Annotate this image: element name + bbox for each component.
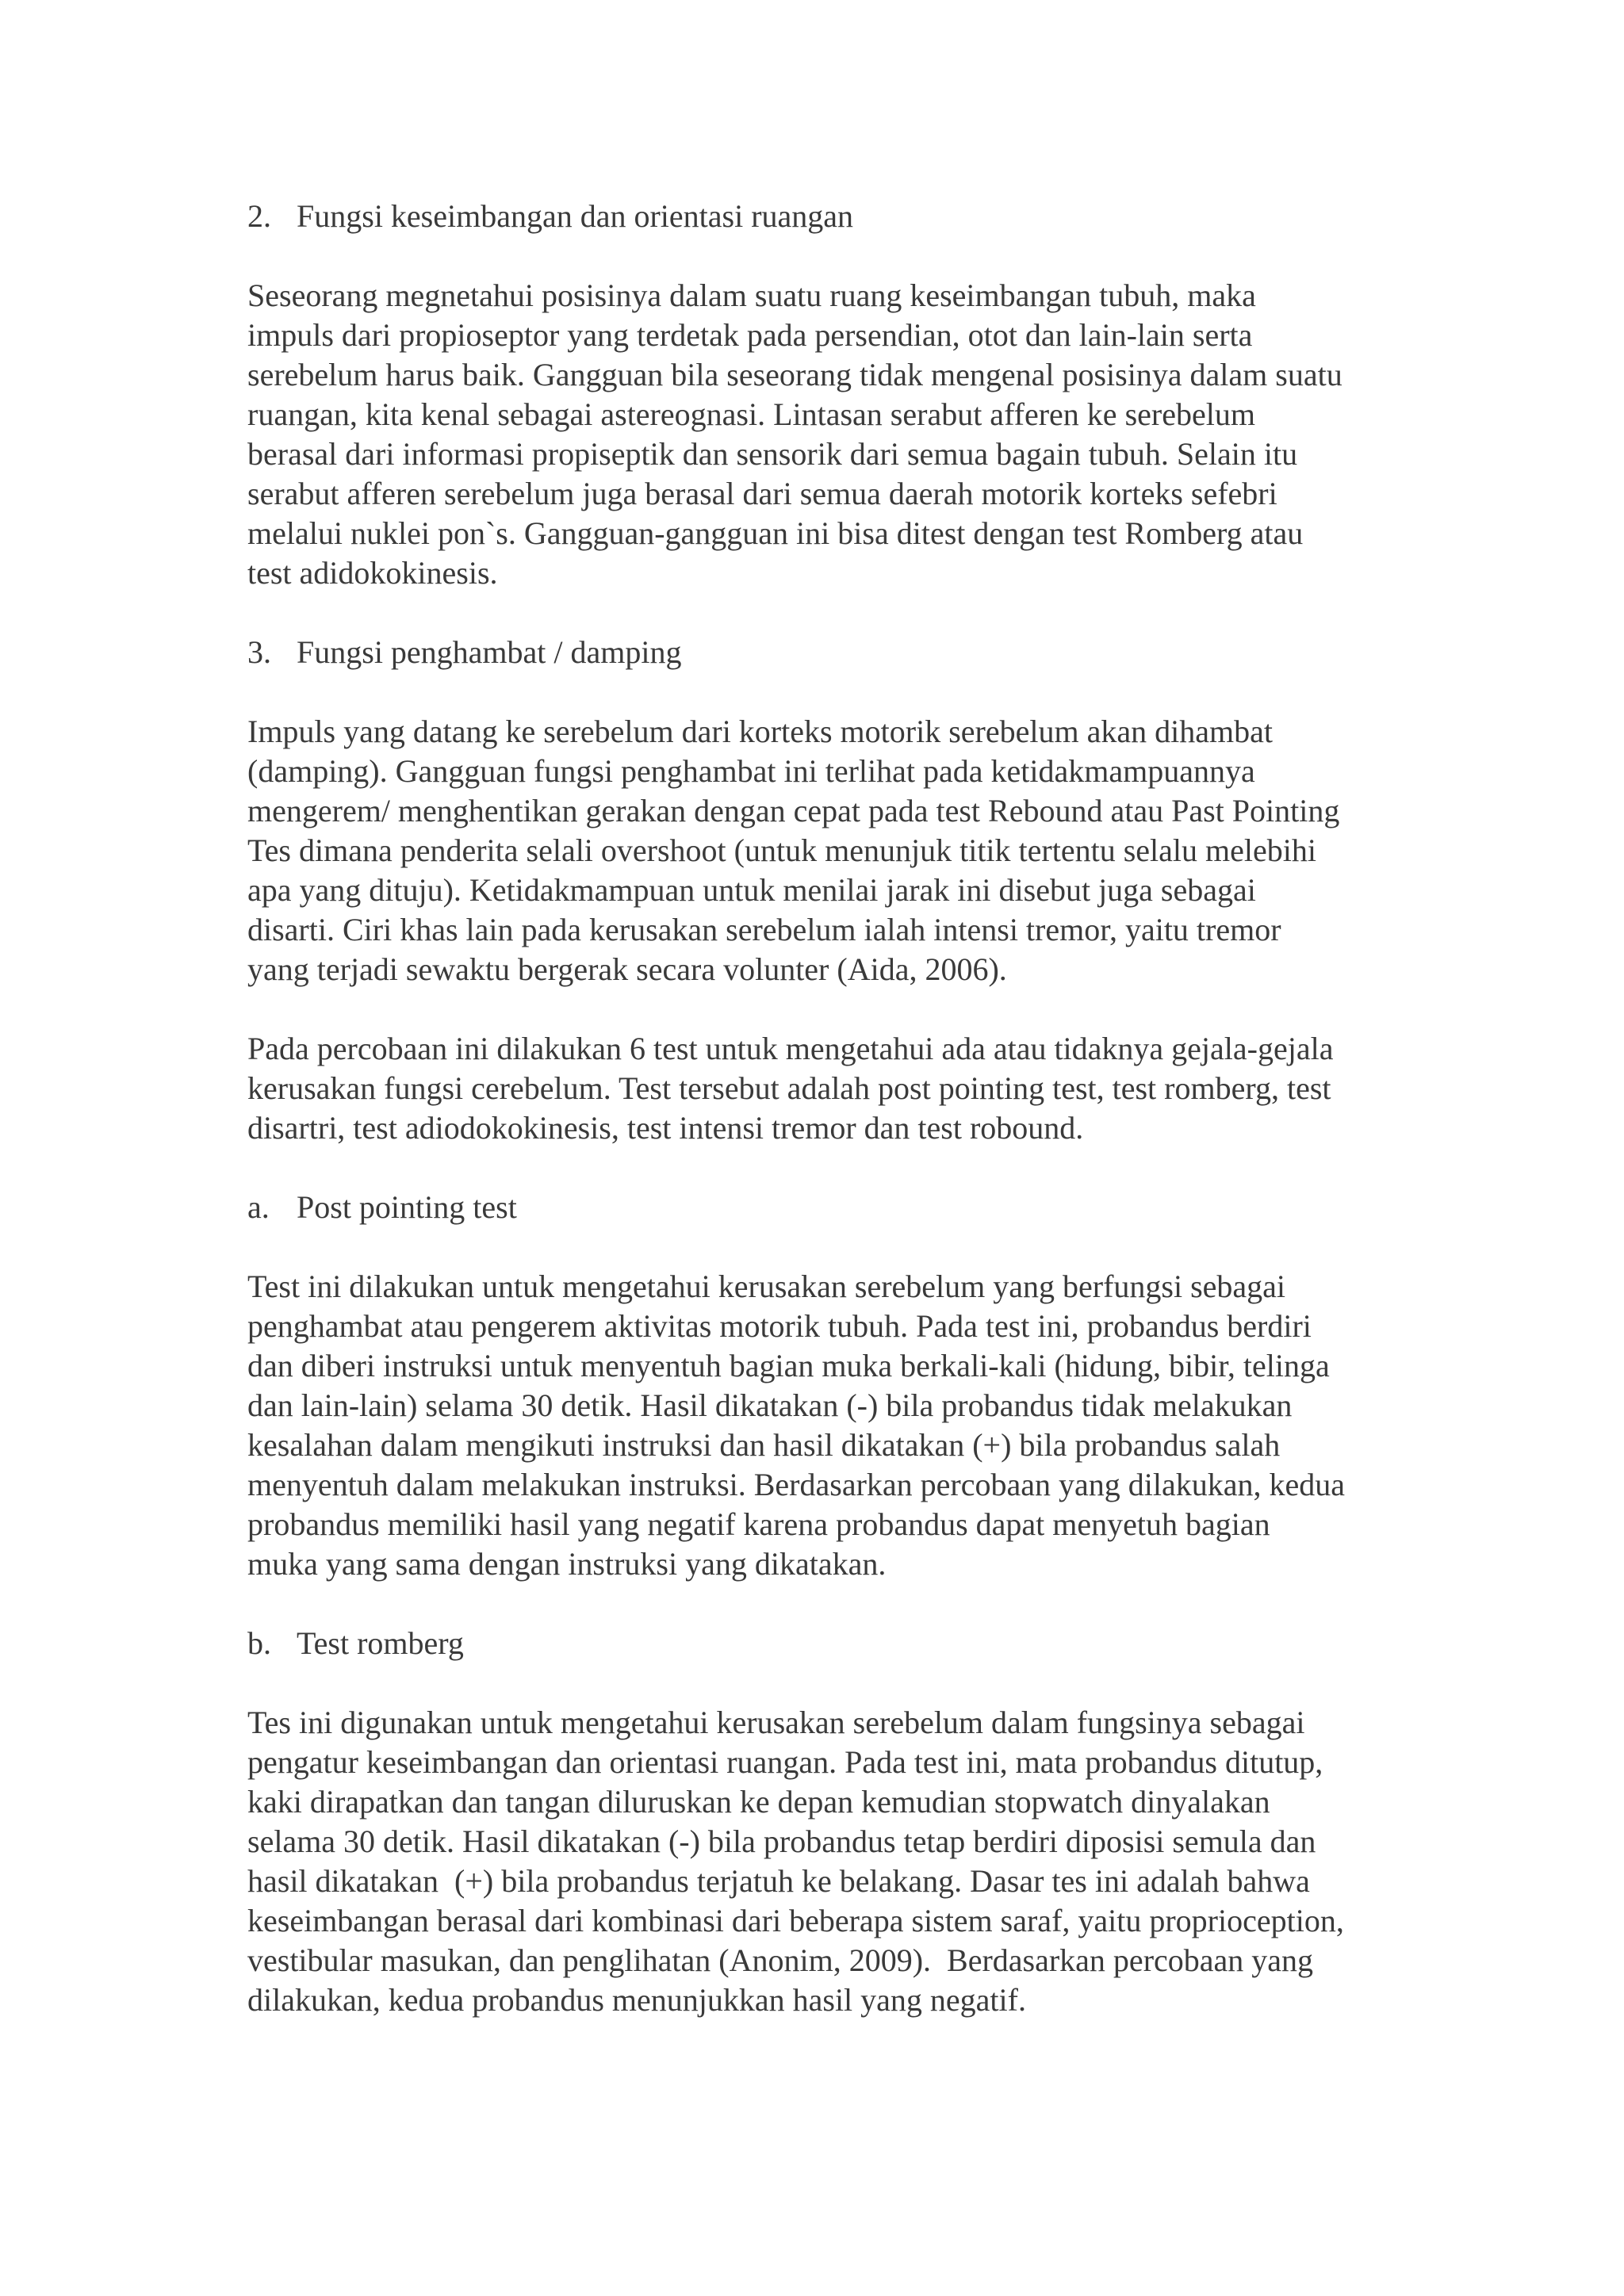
paragraph-line: Test ini dilakukan untuk mengetahui kerusakan serebelum yang berfungsi sebagai <box>247 1269 1286 1304</box>
paragraph-line: pengatur keseimbangan dan orientasi ruangan. Pada test ini, mata probandus ditutup, <box>247 1744 1323 1780</box>
paragraph-line: menyentuh dalam melakukan instruksi. Berdasarkan percobaan yang dilakukan, kedua <box>247 1467 1345 1502</box>
paragraph <box>247 1267 1405 1584</box>
section-number: a. <box>247 1189 270 1225</box>
paragraph-line: kaki dirapatkan dan tangan diluruskan ke depan kemudian stopwatch dinyalakan <box>247 1784 1270 1820</box>
paragraph-line: hasil dikatakan (+) bila probandus terjatuh ke belakang. Dasar tes ini adalah bahwa <box>247 1863 1310 1899</box>
paragraph-line: ruangan, kita kenal sebagai astereognasi. Lintasan serabut afferen ke serebelum <box>247 396 1255 432</box>
paragraph-line: dan diberi instruksi untuk menyentuh bagian muka berkali-kali (hidung, bibir, telinga <box>247 1348 1330 1383</box>
paragraph-line: (damping). Gangguan fungsi penghambat ini terlihat pada ketidakmampuannya <box>247 753 1255 789</box>
paragraph-line: kerusakan fungsi cerebelum. Test tersebut adalah post pointing test, test romberg, test <box>247 1070 1331 1106</box>
paragraph-line: kesalahan dalam mengikuti instruksi dan hasil dikatakan (+) bila probandus salah <box>247 1427 1281 1463</box>
paragraph-line: yang terjadi sewaktu bergerak secara volunter (Aida, 2006). <box>247 951 1007 987</box>
paragraph-line: serabut afferen serebelum juga berasal dari semua daerah motorik korteks sefebri <box>247 476 1277 511</box>
section-heading <box>247 1624 1405 1663</box>
paragraph-line: melalui nuklei pon`s. Gangguan-gangguan ini bisa ditest dengan test Romberg atau <box>247 515 1304 551</box>
paragraph-line: disartri, test adiodokokinesis, test intensi tremor dan test robound. <box>247 1110 1084 1146</box>
paragraph-line: Tes ini digunakan untuk mengetahui kerusakan serebelum dalam fungsinya sebagai <box>247 1705 1305 1740</box>
section-heading <box>247 197 1405 236</box>
section-title: Test romberg <box>297 1625 464 1661</box>
paragraph-line: disarti. Ciri khas lain pada kerusakan serebelum ialah intensi tremor, yaitu tremor <box>247 912 1281 947</box>
section-title: Fungsi penghambat / damping <box>297 634 682 670</box>
paragraph-line: penghambat atau pengerem aktivitas motorik tubuh. Pada test ini, probandus berdiri <box>247 1308 1312 1344</box>
section-title: Fungsi keseimbangan dan orientasi ruangan <box>297 198 854 234</box>
paragraph-line: test adidokokinesis. <box>247 555 498 591</box>
paragraph-line: Tes dimana penderita selali overshoot (untuk menunjuk titik tertentu selalu melebihi <box>247 832 1316 868</box>
paragraph-line: Pada percobaan ini dilakukan 6 test untuk mengetahui ada atau tidaknya gejala-gejala <box>247 1031 1334 1066</box>
section-title: Post pointing test <box>297 1189 517 1225</box>
paragraph-line: keseimbangan berasal dari kombinasi dari beberapa sistem saraf, yaitu proprioception, <box>247 1903 1344 1938</box>
paragraph-line: serebelum harus baik. Gangguan bila seseorang tidak mengenal posisinya dalam suatu <box>247 357 1342 392</box>
section-number: 2. <box>247 198 271 234</box>
paragraph-line: selama 30 detik. Hasil dikatakan (-) bila probandus tetap berdiri diposisi semula dan <box>247 1823 1316 1859</box>
paragraph-line: mengerem/ menghentikan gerakan dengan cepat pada test Rebound atau Past Pointing <box>247 793 1340 828</box>
paragraph-line: apa yang dituju). Ketidakmampuan untuk menilai jarak ini disebut juga sebagai <box>247 872 1256 908</box>
section-heading <box>247 1188 1405 1227</box>
paragraph-line: vestibular masukan, dan penglihatan (Anonim, 2009). Berdasarkan percobaan yang <box>247 1942 1314 1978</box>
paragraph-line: Seseorang megnetahui posisinya dalam suatu ruang keseimbangan tubuh, maka <box>247 277 1256 313</box>
paragraph-line: muka yang sama dengan instruksi yang dikatakan. <box>247 1546 887 1582</box>
paragraph-line: berasal dari informasi propiseptik dan sensorik dari semua bagain tubuh. Selain itu <box>247 436 1298 472</box>
paragraph-line: dilakukan, kedua probandus menunjukkan hasil yang negatif. <box>247 1982 1026 2018</box>
paragraph-line: Impuls yang datang ke serebelum dari korteks motorik serebelum akan dihambat <box>247 714 1273 749</box>
section-number: b. <box>247 1625 271 1661</box>
section-number: 3. <box>247 634 271 670</box>
document-body <box>247 197 1405 2060</box>
paragraph-line: probandus memiliki hasil yang negatif karena probandus dapat menyetuh bagian <box>247 1506 1270 1542</box>
paragraph <box>247 276 1405 593</box>
paragraph-line: dan lain-lain) selama 30 detik. Hasil dikatakan (-) bila probandus tidak melakukan <box>247 1387 1293 1423</box>
section-heading <box>247 633 1405 672</box>
paragraph <box>247 1029 1405 1148</box>
paragraph <box>247 712 1405 989</box>
paragraph <box>247 1703 1405 2020</box>
paragraph-line: impuls dari propioseptor yang terdetak pada persendian, otot dan lain-lain serta <box>247 317 1253 353</box>
